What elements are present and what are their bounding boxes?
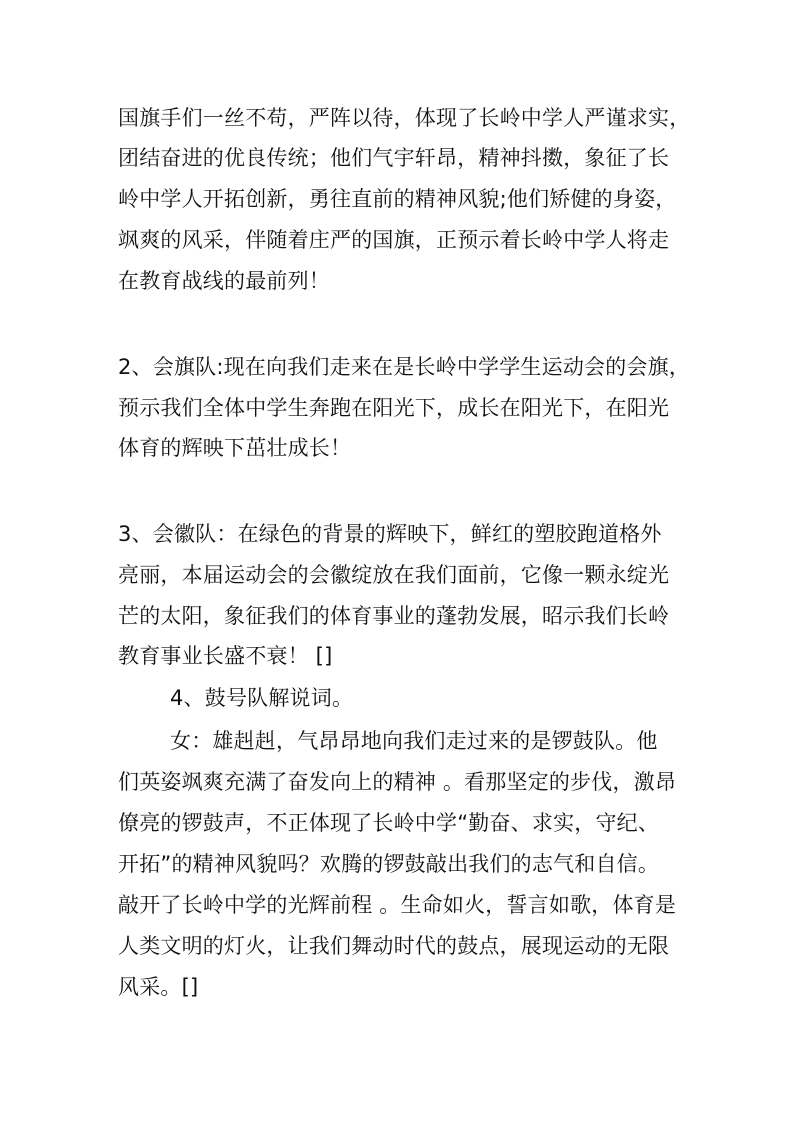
text-line: 开拓”的精神风貌吗？欢腾的锣鼓敲出我们的志气和自信。 [118, 852, 660, 876]
text-line: 3、会徽队：在绿色的背景的辉映下，鲜红的塑胶跑道格外 [118, 522, 662, 546]
text-line: 们英姿飒爽充满了奋发向上的精神 。看那坚定的步伐，激昂 [118, 770, 677, 794]
text-line: 敲开了长岭中学的光辉前程 。生命如火，誓言如歌，体育是 [118, 893, 677, 917]
section-heading: 4、鼓号队解说词。 [170, 686, 354, 710]
text-line: 人类文明的灯火，让我们舞动时代的鼓点，展现运动的无限 [118, 934, 670, 958]
text-line: 僚亮的锣鼓声，不正体现了长岭中学“勤奋、求实，守纪、 [118, 811, 660, 835]
text-line: 2、会旗队:现在向我们走来在是长岭中学学生运动会的会旗， [118, 355, 691, 379]
text-line: 教育事业长盛不衰！ [] [118, 644, 333, 668]
text-line: 女：雄赳赳，气昂昂地向我们走过来的是锣鼓队。他 [170, 729, 658, 753]
text-line: 芒的太阳，象征我们的体育事业的蓬勃发展，昭示我们长岭 [118, 604, 670, 628]
text-line: 预示我们全体中学生奔跑在阳光下，成长在阳光下，在阳光 [118, 396, 670, 420]
text-line: 体育的辉映下茁壮成长！ [118, 436, 352, 460]
text-line: 在教育战线的最前列！ [118, 269, 330, 293]
text-line: 亮丽，本届运动会的会徽绽放在我们面前，它像一颗永绽光 [118, 563, 670, 587]
text-line: 岭中学人开拓创新，勇往直前的精神风貌;他们矫健的身姿， [118, 187, 677, 211]
text-line: 风采。[] [118, 975, 199, 999]
text-line: 团结奋进的优良传统；他们气宇轩昂，精神抖擞，象征了长 [118, 146, 670, 170]
text-line: 国旗手们一丝不苟，严阵以待，体现了长岭中学人严谨求实， [118, 106, 691, 130]
text-line: 飒爽的风采，伴随着庄严的国旗，正预示着长岭中学人将走 [118, 228, 670, 252]
